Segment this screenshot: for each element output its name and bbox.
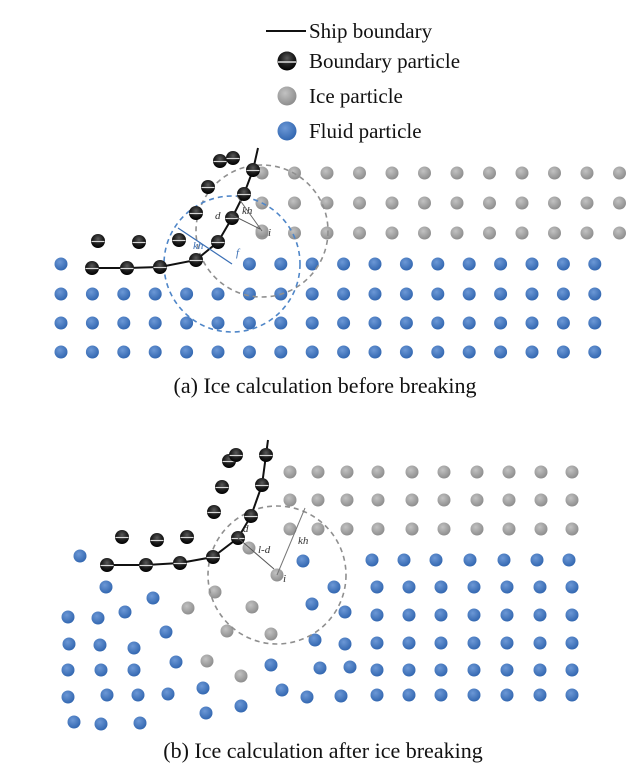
ice-particle xyxy=(548,227,561,240)
fluid-particle xyxy=(95,664,108,677)
fluid-particle xyxy=(149,317,162,330)
fluid-particle xyxy=(534,664,547,677)
boundary-particle xyxy=(206,550,220,564)
fluid-particle xyxy=(306,288,319,301)
fluid-particle xyxy=(212,346,225,359)
ice-particle xyxy=(418,227,431,240)
fluid-particle xyxy=(314,662,327,675)
legend-label-ship-boundary: Ship boundary xyxy=(309,19,433,43)
legend-label-ice-particle: Ice particle xyxy=(309,84,403,108)
ice-particle xyxy=(372,466,385,479)
fluid-particle xyxy=(526,346,539,359)
fluid-particle xyxy=(337,288,350,301)
ice-particle xyxy=(438,466,451,479)
fluid-particle xyxy=(86,346,99,359)
panel-b-label-d: d xyxy=(243,523,249,535)
fluid-particle xyxy=(398,554,411,567)
ice-particle xyxy=(353,227,366,240)
fluid-particle xyxy=(494,288,507,301)
fluid-particle xyxy=(86,288,99,301)
ice-particle xyxy=(548,167,561,180)
fluid-particle xyxy=(297,555,310,568)
fluid-particle xyxy=(435,689,448,702)
legend-ice-swatch xyxy=(278,87,297,106)
panel-b-label-l-minus-d: l-d xyxy=(258,544,271,556)
ice-particle xyxy=(221,625,234,638)
fluid-particle xyxy=(180,346,193,359)
ice-particle xyxy=(535,494,548,507)
panel-a-ice-particles xyxy=(256,167,627,240)
boundary-particle xyxy=(180,530,194,544)
fluid-particle xyxy=(534,609,547,622)
panel-b-ice-particles xyxy=(182,466,579,683)
fluid-particle xyxy=(149,346,162,359)
fluid-particle xyxy=(588,288,601,301)
boundary-particle xyxy=(244,509,258,523)
fluid-particle xyxy=(588,258,601,271)
panel-b-label-kh: kh xyxy=(298,535,309,547)
ice-particle xyxy=(321,227,334,240)
ice-particle xyxy=(312,494,325,507)
ice-particle xyxy=(566,466,579,479)
boundary-particle xyxy=(207,505,221,519)
fluid-particle xyxy=(557,317,570,330)
fluid-particle xyxy=(463,288,476,301)
ice-particle xyxy=(471,523,484,536)
ice-particle xyxy=(483,167,496,180)
fluid-particle xyxy=(306,598,319,611)
fluid-particle xyxy=(588,317,601,330)
fluid-particle xyxy=(498,554,511,567)
fluid-particle xyxy=(55,317,68,330)
ice-particle xyxy=(372,494,385,507)
ice-particle xyxy=(406,523,419,536)
fluid-particle xyxy=(468,637,481,650)
fluid-particle xyxy=(566,609,579,622)
ice-particle xyxy=(613,197,626,210)
panel-a-ship-boundary-line xyxy=(92,148,258,268)
fluid-particle xyxy=(371,581,384,594)
panel-a-boundary-particles xyxy=(85,151,260,275)
ice-particle xyxy=(581,167,594,180)
boundary-particle xyxy=(259,448,273,462)
fluid-particle xyxy=(400,288,413,301)
fluid-particle xyxy=(243,258,256,271)
fluid-particle xyxy=(534,637,547,650)
ice-particle xyxy=(471,494,484,507)
fluid-particle xyxy=(403,581,416,594)
fluid-particle xyxy=(430,554,443,567)
boundary-particle xyxy=(153,260,167,274)
fluid-particle xyxy=(366,554,379,567)
ice-particle xyxy=(321,197,334,210)
boundary-particle xyxy=(173,556,187,570)
fluid-particle xyxy=(369,346,382,359)
ice-particle xyxy=(182,602,195,615)
ice-particle xyxy=(341,523,354,536)
fluid-particle xyxy=(132,689,145,702)
boundary-particle xyxy=(120,261,134,275)
fluid-particle xyxy=(101,689,114,702)
boundary-particle xyxy=(229,448,243,462)
fluid-particle xyxy=(274,346,287,359)
ice-particle xyxy=(503,494,516,507)
fluid-particle xyxy=(117,317,130,330)
panel-a-fluid-particles xyxy=(55,258,602,359)
ice-particle xyxy=(418,197,431,210)
ice-particle xyxy=(353,197,366,210)
fluid-particle xyxy=(403,689,416,702)
fluid-particle xyxy=(55,288,68,301)
ice-particle xyxy=(438,494,451,507)
fluid-particle xyxy=(435,637,448,650)
fluid-particle xyxy=(147,592,160,605)
ice-particle xyxy=(581,197,594,210)
fluid-particle xyxy=(371,664,384,677)
fluid-particle xyxy=(100,581,113,594)
boundary-particle xyxy=(85,261,99,275)
fluid-particle xyxy=(435,609,448,622)
fluid-particle xyxy=(403,664,416,677)
fluid-particle xyxy=(62,691,75,704)
ice-particle xyxy=(312,466,325,479)
fluid-particle xyxy=(306,317,319,330)
fluid-particle xyxy=(86,317,99,330)
fluid-particle xyxy=(162,688,175,701)
fluid-particle xyxy=(494,346,507,359)
boundary-particle xyxy=(132,235,146,249)
ice-particle xyxy=(201,655,214,668)
fluid-particle xyxy=(468,664,481,677)
panel-b-caption: (b) Ice calculation after ice breaking xyxy=(163,738,483,763)
ice-particle xyxy=(451,167,464,180)
ice-particle xyxy=(386,227,399,240)
fluid-particle xyxy=(566,689,579,702)
ice-particle xyxy=(284,494,297,507)
legend xyxy=(266,19,460,143)
ice-particle xyxy=(265,628,278,641)
fluid-particle xyxy=(212,288,225,301)
fluid-particle xyxy=(301,691,314,704)
fluid-particle xyxy=(200,707,213,720)
ice-particle xyxy=(341,466,354,479)
fluid-particle xyxy=(494,258,507,271)
fluid-particle xyxy=(243,346,256,359)
ice-particle xyxy=(321,167,334,180)
panel-a-label-f: f xyxy=(236,247,240,259)
fluid-particle xyxy=(403,637,416,650)
ice-particle xyxy=(566,523,579,536)
fluid-particle xyxy=(128,664,141,677)
ice-particle xyxy=(406,466,419,479)
fluid-particle xyxy=(371,609,384,622)
fluid-particle xyxy=(160,626,173,639)
fluid-particle xyxy=(566,581,579,594)
fluid-particle xyxy=(400,346,413,359)
fluid-particle xyxy=(170,656,183,669)
ice-particle xyxy=(535,466,548,479)
fluid-particle xyxy=(337,346,350,359)
panel-a-label-i: i xyxy=(268,227,272,239)
panel-b-label-i: i xyxy=(283,573,287,585)
ice-particle xyxy=(246,601,259,614)
panel-a-label-kh-fluid: kh xyxy=(193,240,204,252)
fluid-particle xyxy=(463,346,476,359)
boundary-particle xyxy=(226,151,240,165)
ice-particle xyxy=(438,523,451,536)
fluid-particle xyxy=(337,317,350,330)
ice-particle xyxy=(471,466,484,479)
fluid-particle xyxy=(369,317,382,330)
fluid-particle xyxy=(55,346,68,359)
panel-a xyxy=(55,148,627,398)
fluid-particle xyxy=(369,258,382,271)
fluid-particle xyxy=(468,581,481,594)
fluid-particle xyxy=(431,346,444,359)
ice-particle xyxy=(503,523,516,536)
boundary-particle xyxy=(246,163,260,177)
fluid-particle xyxy=(68,716,81,729)
ice-particle xyxy=(613,227,626,240)
boundary-particle xyxy=(215,480,229,494)
ice-particle xyxy=(312,523,325,536)
fluid-particle xyxy=(180,288,193,301)
fluid-particle xyxy=(468,609,481,622)
fluid-particle xyxy=(501,637,514,650)
legend-label-fluid-particle: Fluid particle xyxy=(309,119,422,143)
fluid-particle xyxy=(464,554,477,567)
fluid-particle xyxy=(92,612,105,625)
fluid-particle xyxy=(306,346,319,359)
fluid-particle xyxy=(534,689,547,702)
fluid-particle xyxy=(95,718,108,731)
ice-particle xyxy=(235,670,248,683)
fluid-particle xyxy=(344,661,357,674)
fluid-particle xyxy=(431,317,444,330)
fluid-particle xyxy=(563,554,576,567)
fluid-particle xyxy=(501,581,514,594)
fluid-particle xyxy=(337,258,350,271)
legend-fluid-swatch xyxy=(278,122,297,141)
fluid-particle xyxy=(117,288,130,301)
ice-particle xyxy=(386,197,399,210)
ice-particle xyxy=(451,197,464,210)
fluid-particle xyxy=(339,606,352,619)
ice-particle xyxy=(503,466,516,479)
fluid-particle xyxy=(274,258,287,271)
fluid-particle xyxy=(566,637,579,650)
boundary-particle xyxy=(100,558,114,572)
fluid-particle xyxy=(566,664,579,677)
boundary-particle xyxy=(139,558,153,572)
fluid-particle xyxy=(403,609,416,622)
ice-particle xyxy=(516,167,529,180)
fluid-particle xyxy=(55,258,68,271)
boundary-particle xyxy=(201,180,215,194)
fluid-particle xyxy=(180,317,193,330)
fluid-particle xyxy=(400,258,413,271)
boundary-particle xyxy=(255,478,269,492)
fluid-particle xyxy=(128,642,141,655)
fluid-particle xyxy=(501,664,514,677)
fluid-particle xyxy=(62,611,75,624)
fluid-particle xyxy=(339,638,352,651)
ice-particle xyxy=(451,227,464,240)
boundary-particle xyxy=(189,253,203,267)
panel-a-caption: (a) Ice calculation before breaking xyxy=(173,373,477,398)
fluid-particle xyxy=(235,700,248,713)
fluid-particle xyxy=(435,581,448,594)
boundary-particle xyxy=(150,533,164,547)
ice-particle xyxy=(483,197,496,210)
fluid-particle xyxy=(212,317,225,330)
ice-particle xyxy=(516,227,529,240)
fluid-particle xyxy=(134,717,147,730)
fluid-particle xyxy=(265,659,278,672)
fluid-particle xyxy=(534,581,547,594)
fluid-particle xyxy=(276,684,289,697)
ice-particle xyxy=(341,494,354,507)
fluid-particle xyxy=(435,664,448,677)
ice-particle xyxy=(613,167,626,180)
fluid-particle xyxy=(371,689,384,702)
fluid-particle xyxy=(369,288,382,301)
fluid-particle xyxy=(117,346,130,359)
fluid-particle xyxy=(526,288,539,301)
fluid-particle xyxy=(531,554,544,567)
fluid-particle xyxy=(463,258,476,271)
panel-a-label-d: d xyxy=(215,210,221,222)
fluid-particle xyxy=(197,682,210,695)
fluid-particle xyxy=(526,258,539,271)
fluid-particle xyxy=(400,317,413,330)
ice-particle xyxy=(483,227,496,240)
legend-label-boundary-particle: Boundary particle xyxy=(309,49,461,73)
ice-particle xyxy=(418,167,431,180)
fluid-particle xyxy=(149,288,162,301)
ice-particle xyxy=(406,494,419,507)
panel-b-fluid-particles xyxy=(62,550,579,731)
ice-particle xyxy=(535,523,548,536)
fluid-particle xyxy=(119,606,132,619)
ice-particle xyxy=(353,167,366,180)
fluid-particle xyxy=(328,581,341,594)
boundary-particle xyxy=(91,234,105,248)
fluid-particle xyxy=(431,258,444,271)
ice-particle xyxy=(581,227,594,240)
boundary-particle xyxy=(213,154,227,168)
fluid-particle xyxy=(463,317,476,330)
fluid-particle xyxy=(335,690,348,703)
fluid-particle xyxy=(62,664,75,677)
legend-boundary-swatch xyxy=(278,52,297,71)
fluid-particle xyxy=(501,609,514,622)
fluid-particle xyxy=(494,317,507,330)
fluid-particle xyxy=(274,317,287,330)
fluid-particle xyxy=(557,346,570,359)
ice-particle xyxy=(548,197,561,210)
boundary-particle xyxy=(211,235,225,249)
fluid-particle xyxy=(557,258,570,271)
ice-particle xyxy=(372,523,385,536)
ice-particle xyxy=(284,466,297,479)
fluid-particle xyxy=(588,346,601,359)
fluid-particle xyxy=(501,689,514,702)
fluid-particle xyxy=(94,639,107,652)
panel-b xyxy=(62,440,579,763)
fluid-particle xyxy=(74,550,87,563)
boundary-particle xyxy=(172,233,186,247)
fluid-particle xyxy=(526,317,539,330)
ice-particle xyxy=(516,197,529,210)
ice-particle xyxy=(566,494,579,507)
panel-a-label-kh-ice: kh xyxy=(242,205,253,217)
fluid-particle xyxy=(63,638,76,651)
fluid-particle xyxy=(468,689,481,702)
ice-particle xyxy=(386,167,399,180)
boundary-particle xyxy=(189,206,203,220)
ice-particle xyxy=(288,197,301,210)
fluid-particle xyxy=(371,637,384,650)
boundary-particle xyxy=(115,530,129,544)
fluid-particle xyxy=(431,288,444,301)
fluid-particle xyxy=(557,288,570,301)
